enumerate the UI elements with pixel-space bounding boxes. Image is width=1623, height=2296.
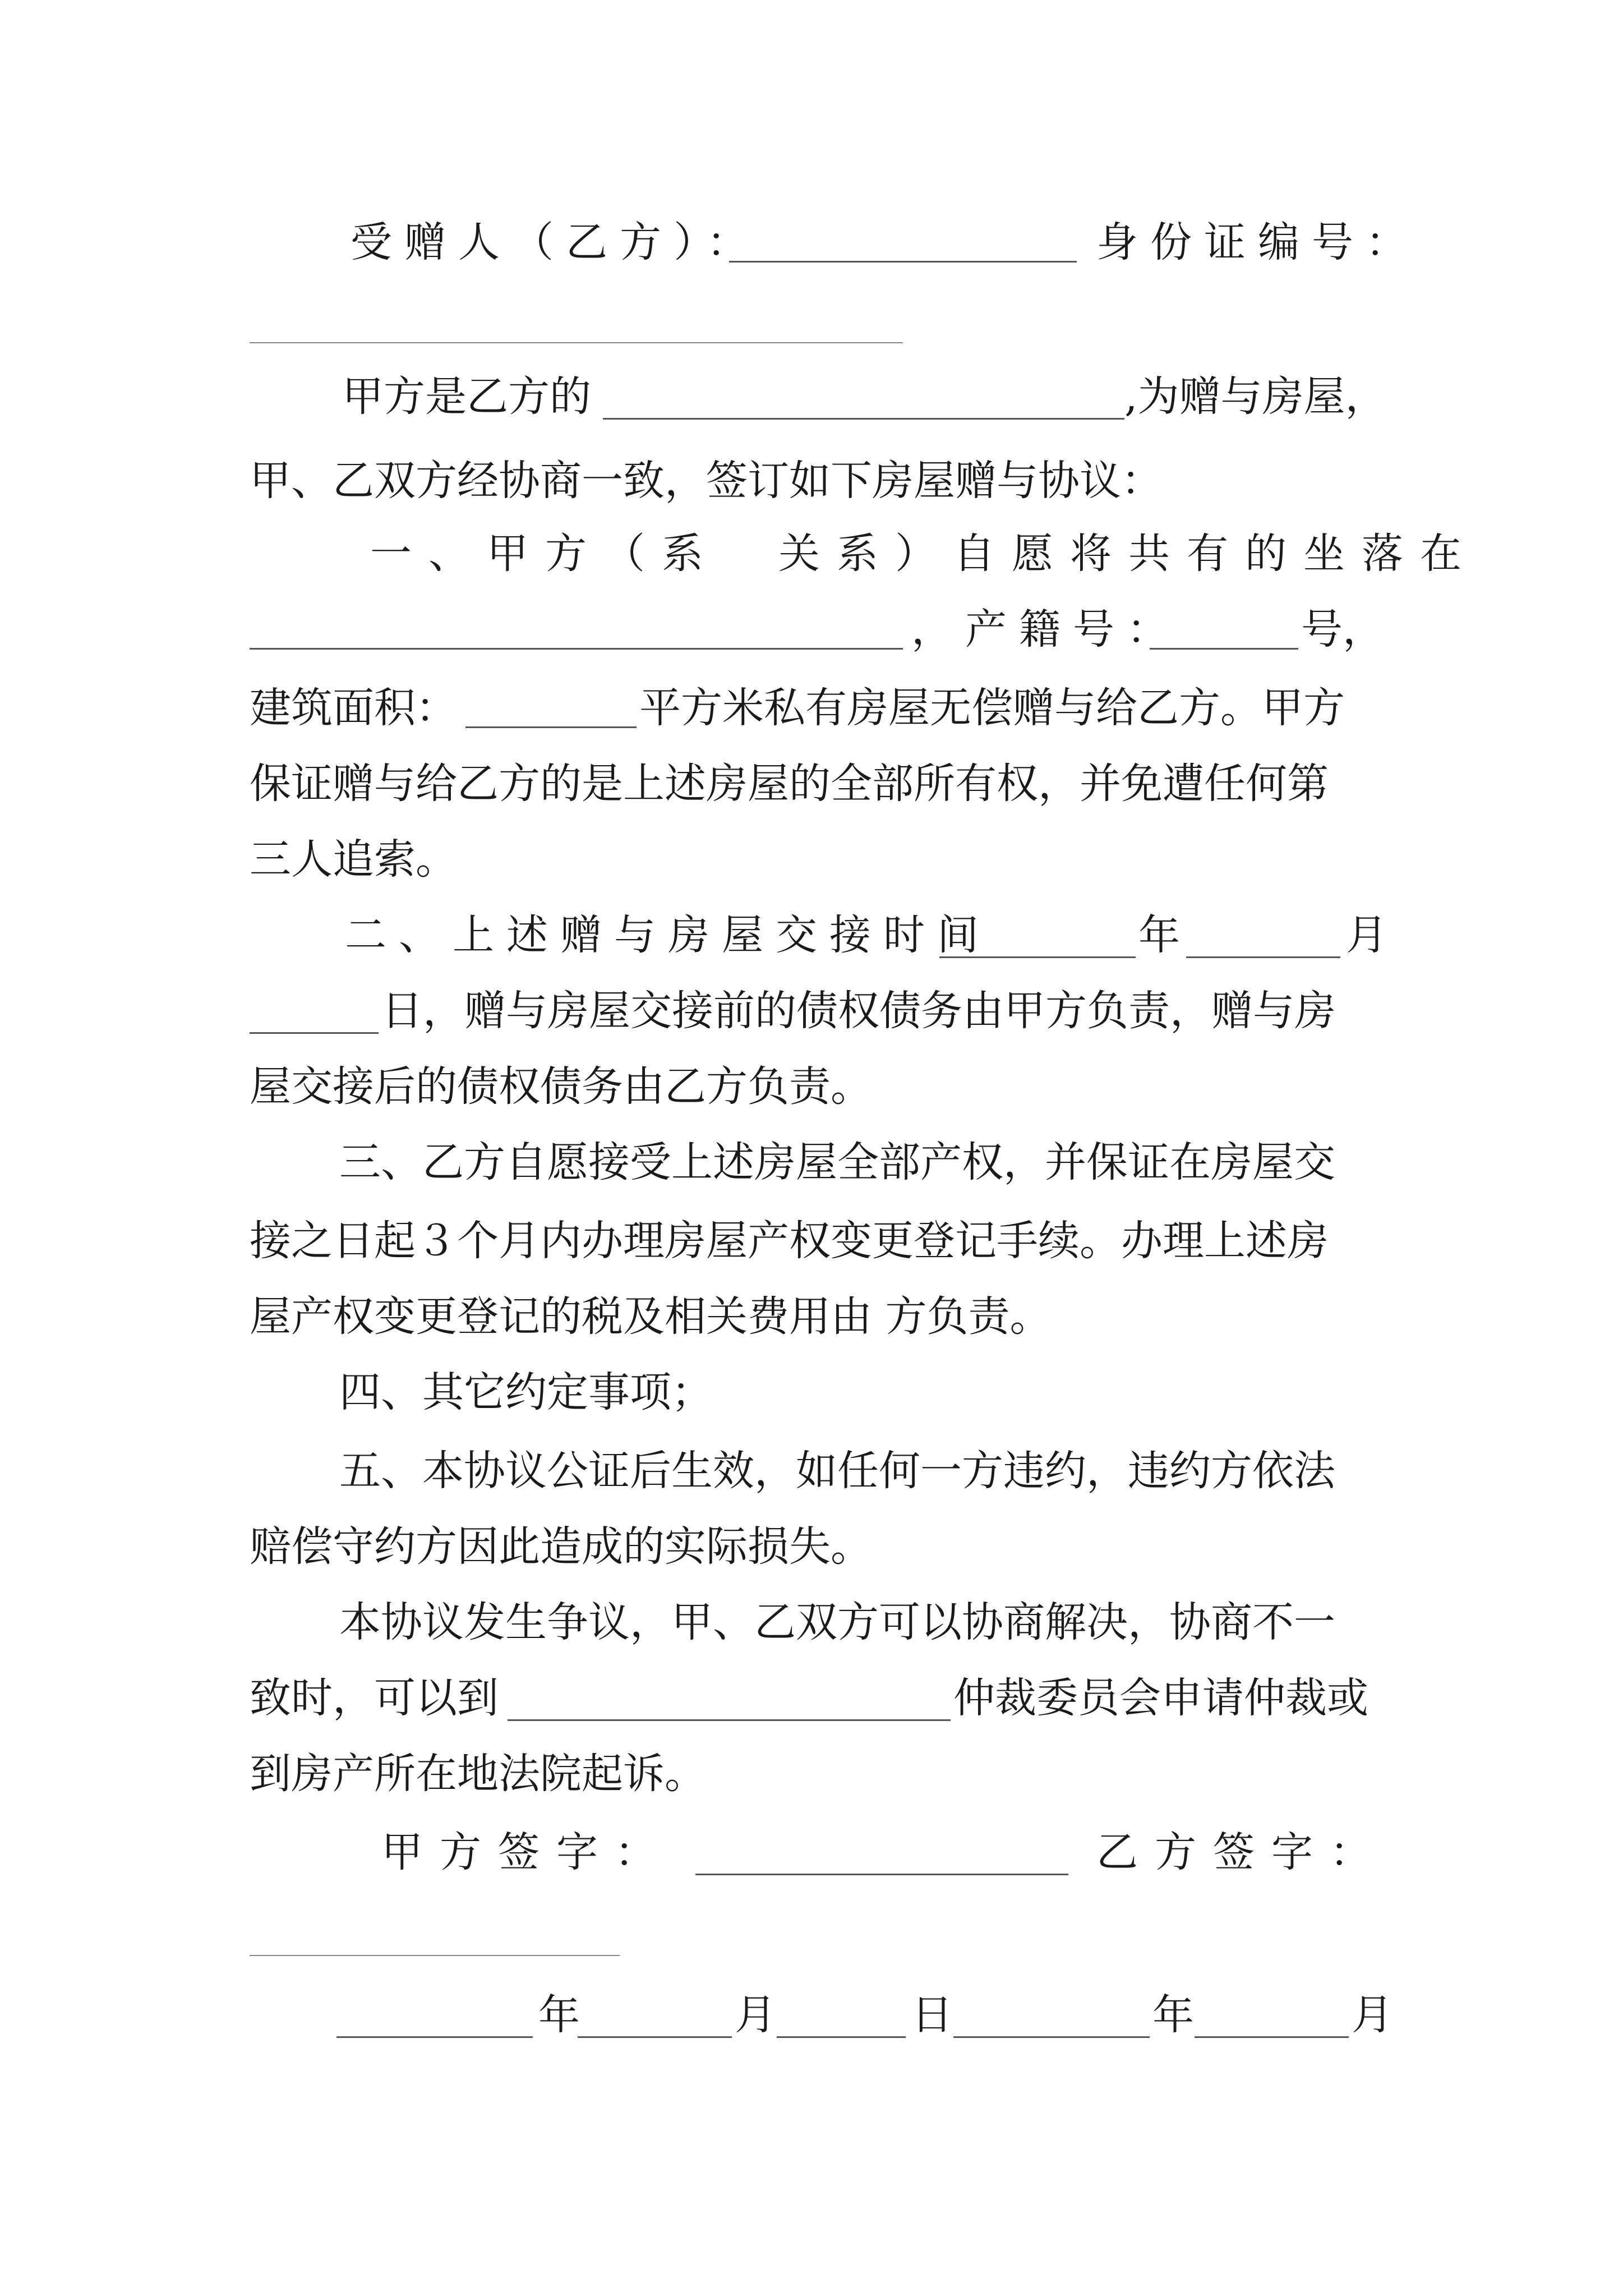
handover-month-blank — [1186, 956, 1340, 958]
address-blank — [250, 648, 903, 650]
id-number-blank — [250, 342, 903, 343]
party-a-signature-blank — [695, 1874, 1068, 1875]
dispute-line2a: 致时，可以到 — [250, 1674, 499, 1722]
recipient-name-blank — [729, 261, 1077, 263]
clause1-property-no-label: ，产籍号： — [911, 605, 1181, 654]
date-month2-blank — [1195, 2036, 1349, 2038]
clause4: 四、其它约定事项； — [339, 1368, 713, 1416]
date-year2: 年 — [1152, 1991, 1194, 2039]
date-day-blank — [777, 2036, 906, 2038]
date-day: 日 — [911, 1991, 953, 2039]
clause2-line2: 日，赠与房屋交接前的债权债务由甲方负责，赠与房 — [381, 987, 1336, 1035]
party-b-signature-blank — [250, 1955, 620, 1956]
area-blank — [465, 726, 637, 728]
clause1-area-label: 建筑面积： — [250, 684, 457, 732]
para1-line1a: 甲方是乙方的 — [342, 372, 591, 421]
date-month: 月 — [735, 1991, 776, 2039]
clause1-line4: 保证赠与给乙方的是上述房屋的全部所有权，并免遭任何第 — [250, 760, 1329, 808]
handover-year-blank — [939, 956, 1136, 958]
clause1-hao: 号， — [1301, 605, 1384, 654]
clause2-year: 年 — [1138, 911, 1180, 959]
para1-line2: 甲、乙双方经协商一致，签订如下房屋赠与协议： — [250, 457, 1163, 505]
date-year-blank — [336, 2036, 533, 2038]
clause5-line1: 五、本协议公证后生效，如任何一方违约，违约方依法 — [339, 1447, 1335, 1495]
clause2-line3: 屋交接后的债权债务由乙方负责。 — [250, 1062, 872, 1111]
party-a-signature-label: 甲方签字： — [381, 1828, 673, 1876]
recipient-label: 受赠人（乙方）： — [351, 218, 760, 266]
clause3-line3: 屋产权变更登记的税及相关费用由 方负责。 — [250, 1292, 1052, 1341]
date-month-blank — [578, 2036, 732, 2038]
clause1-line1: 一、甲方（系 关系）自愿将共有的坐落在 — [370, 530, 1478, 578]
clause2-line1: 二、上述赠与房屋交接时间 — [345, 911, 991, 959]
clause3-line2: 接之日起３个月内办理房屋产权变更登记手续。办理上述房 — [250, 1217, 1329, 1265]
property-no-blank — [1150, 648, 1298, 650]
clause1-line3: 平方米私有房屋无偿赠与给乙方。甲方 — [639, 684, 1345, 732]
clause3-line1: 三、乙方自愿接受上述房屋全部产权，并保证在房屋交 — [339, 1138, 1335, 1186]
dispute-line1: 本协议发生争议，甲、乙双方可以协商解决，协商不一 — [339, 1598, 1335, 1646]
date-month2: 月 — [1352, 1991, 1393, 2039]
arbitration-blank — [508, 1719, 951, 1721]
clause2-month: 月 — [1346, 911, 1387, 959]
date-year: 年 — [538, 1991, 580, 2039]
dispute-line2b: 仲裁委员会申请仲裁或 — [953, 1674, 1368, 1722]
relationship-blank — [603, 418, 1124, 420]
dispute-line3: 到房产所在地法院起诉。 — [250, 1750, 706, 1798]
clause5-line2: 赔偿守约方因此造成的实际损失。 — [250, 1522, 872, 1571]
clause1-line5: 三人追索。 — [250, 835, 457, 884]
party-b-signature-label: 乙方签字： — [1096, 1828, 1388, 1876]
para1-line1b: ,为赠与房屋， — [1124, 372, 1387, 421]
date-year2-blank — [953, 2036, 1150, 2038]
handover-day-blank — [250, 1032, 379, 1034]
id-number-label: 身份证编号： — [1096, 218, 1419, 266]
